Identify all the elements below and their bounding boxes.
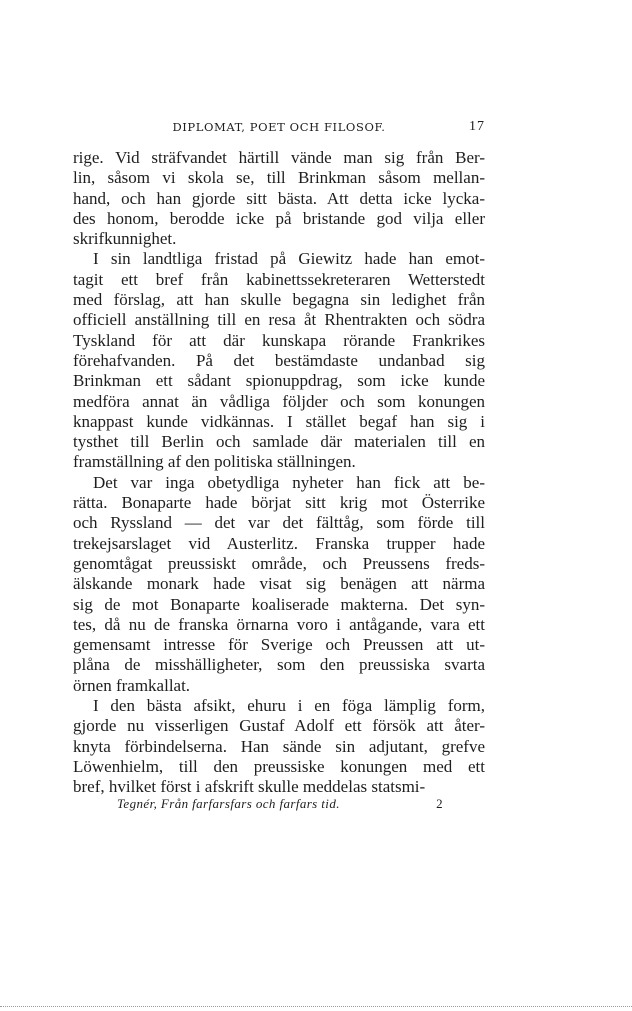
- paragraph: [73, 696, 485, 797]
- text-line: trekejsarslaget vid Austerlitz. Franska trupper hade: [73, 533, 485, 553]
- text-line: rätta. Bonaparte hade börjat sitt krig mot Österrike: [73, 493, 485, 513]
- paragraph: [73, 148, 485, 249]
- text-line: tes, då nu de franska örnarna voro i antågande, vara ett: [73, 614, 485, 634]
- text-line: örnen framkallat.: [73, 675, 191, 695]
- text-line: Brinkman ett sådant spionuppdrag, som icke kunde: [73, 371, 485, 391]
- text-line: och Ryssland — det var det fälttåg, som förde till: [73, 513, 485, 533]
- text-line: des honom, berodde icke på bristande god vilja eller: [73, 208, 485, 228]
- text-line: älskande monark hade visat sig benägen att närma: [73, 574, 485, 594]
- text-line: Tyskland för att där kunskapa rörande Frankrikes: [73, 330, 485, 350]
- footer-signature-mark: 2: [436, 796, 443, 811]
- body-text: [73, 148, 485, 798]
- text-line: I den bästa afsikt, ehuru i en föga lämplig form,: [93, 696, 485, 716]
- text-line: tysthet till Berlin och samlade där materialen till en: [73, 432, 485, 452]
- text-line: skrifkunnighet.: [73, 229, 177, 249]
- footer-signature-line: [117, 796, 443, 816]
- text-line: plåna de misshälligheter, som den preussiska svarta: [73, 655, 485, 675]
- page-number: 17: [469, 119, 485, 134]
- text-line: genomtågat preussiskt område, och Preussens freds-: [73, 553, 485, 573]
- text-line: Löwenhielm, till den preussiske konungen med ett: [73, 756, 485, 776]
- text-line: med förslag, att han skulle begagna sin ledighet från: [73, 290, 485, 310]
- text-line: gemensamt intresse för Sverige och Preussen att ut-: [73, 635, 485, 655]
- text-line: rige. Vid sträfvandet härtill vände man sig från Ber-: [73, 148, 485, 167]
- text-line: gjorde nu visserligen Gustaf Adolf ett försök att åter-: [73, 716, 485, 736]
- running-head-title: DIPLOMAT, POET OCH FILOSOF.: [172, 120, 386, 134]
- text-line: tagit ett bref från kabinettssekreteraren Wetterstedt: [73, 269, 485, 289]
- text-line: framställning af den politiska ställningen.: [73, 452, 356, 472]
- text-line: bref, hvilket först i afskrift skulle meddelas statsmi-: [73, 777, 426, 797]
- footer-book-title: Tegnér, Från farfarsfars och farfars tid.: [117, 796, 340, 811]
- text-line: I sin landtliga fristad på Giewitz hade han emot-: [93, 249, 485, 269]
- bottom-edge-rule: [0, 1006, 632, 1007]
- paragraph: [73, 473, 485, 696]
- paragraph: [73, 249, 485, 472]
- text-line: hand, och han gjorde sitt bästa. Att detta icke lycka-: [73, 188, 485, 208]
- running-head: [73, 120, 485, 140]
- text-line: Det var inga obetydliga nyheter han fick att be-: [93, 472, 485, 492]
- text-line: förehafvanden. På det bestämdaste undanbad sig: [73, 350, 485, 370]
- text-line: knappast kunde vidkännas. I stället begaf han sig i: [73, 411, 485, 431]
- text-line: medföra annat än vådliga följder och som konungen: [73, 391, 485, 411]
- text-line: officiell anställning till en resa åt Rhentrakten och södra: [73, 310, 485, 330]
- text-line: sig de mot Bonaparte koaliserade makterna. Det syn-: [73, 594, 485, 614]
- text-line: knyta förbindelserna. Han sände sin adjutant, grefve: [73, 736, 485, 756]
- text-line: lin, såsom vi skola se, till Brinkman såsom mellan-: [73, 168, 485, 188]
